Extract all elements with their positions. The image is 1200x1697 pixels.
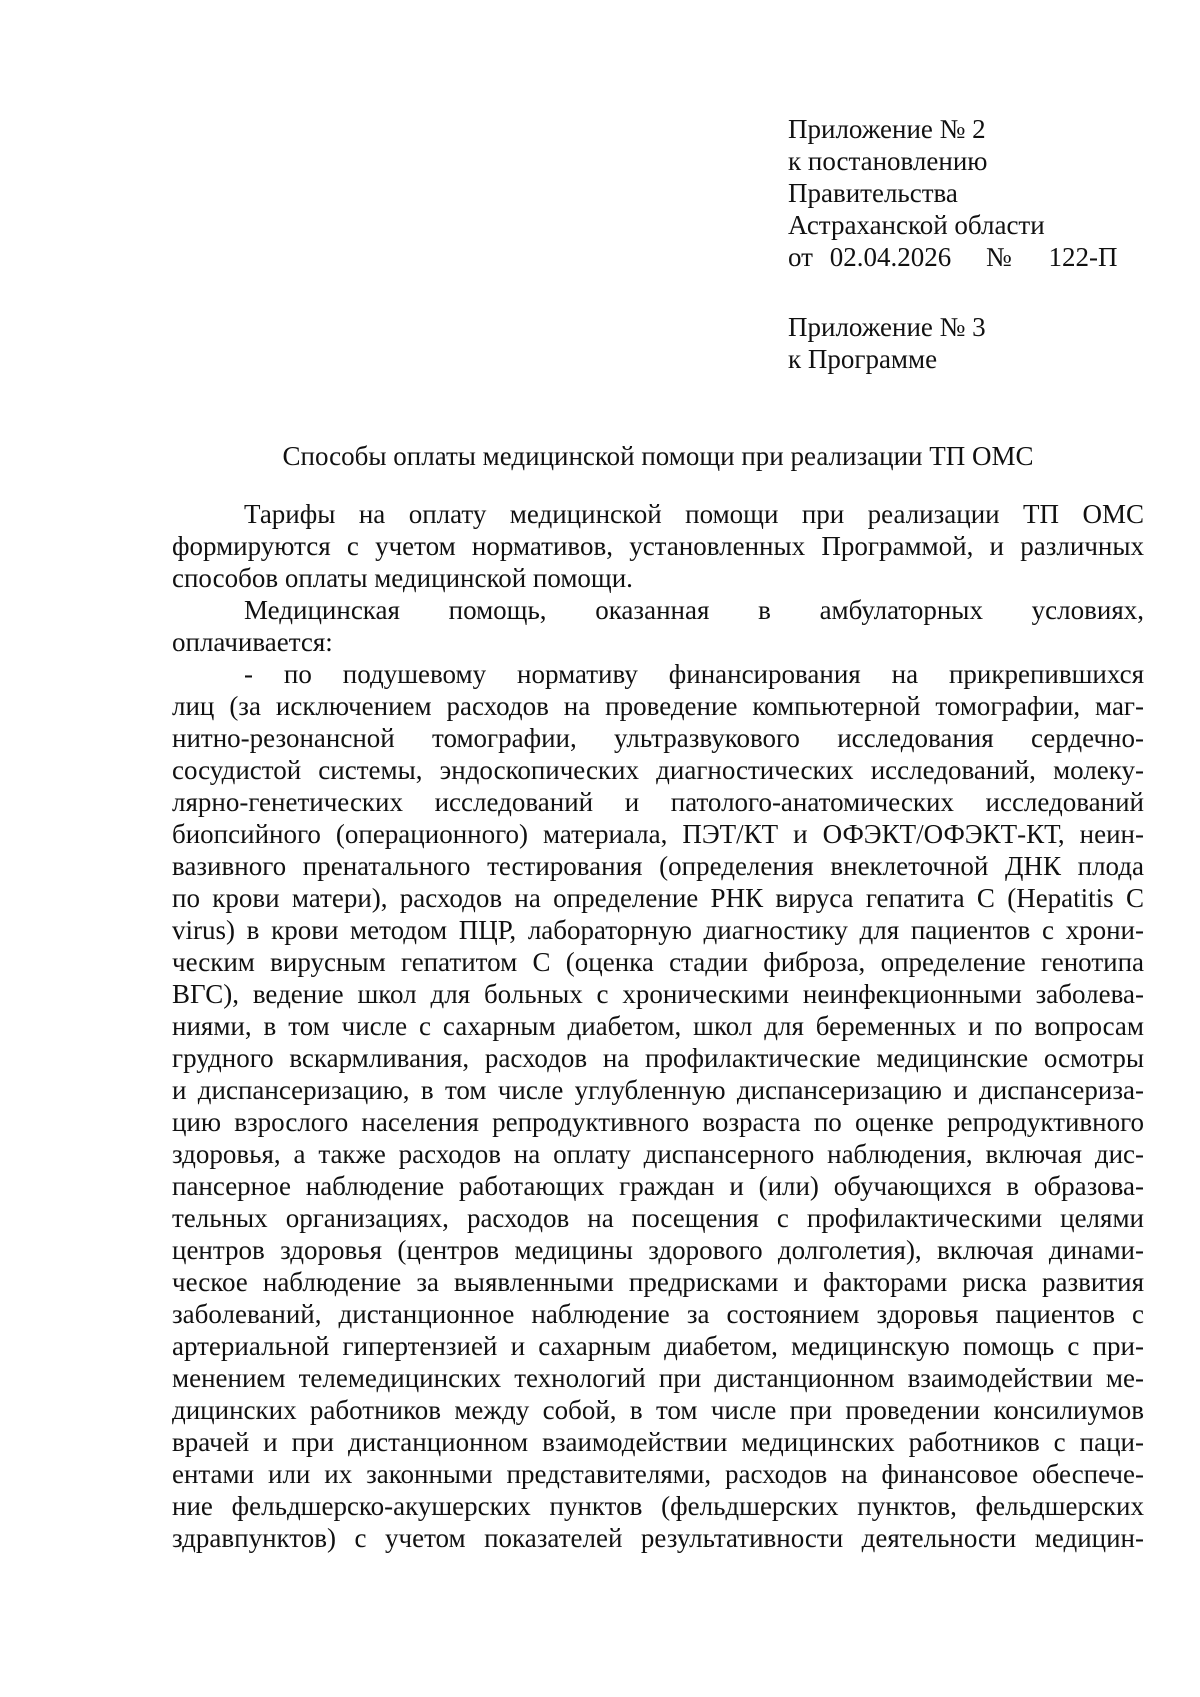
- body-text-line: здоровья, а также расходов на оплату диспансерного наблюдения, включая дис-: [172, 1139, 1144, 1169]
- order-number: 122-П: [1048, 242, 1118, 272]
- body-text-line: лиц (за исключением расходов на проведение компьютерной томографии, маг-: [172, 691, 1144, 721]
- body-text-line: цию взрослого населения репродуктивного возраста по оценке репродуктивного: [172, 1107, 1144, 1137]
- body-text-line: сосудистой системы, эндоскопических диагностических исследований, молеку-: [172, 755, 1144, 785]
- body-text-line: ние фельдшерско-акушерских пунктов (фельдшерских пунктов, фельдшерских: [172, 1491, 1144, 1521]
- body-text-line: virus) в крови методом ПЦР, лабораторную диагностику для пациентов с хрони-: [172, 915, 1144, 945]
- annex-header-resolution: [788, 113, 1117, 273]
- order-from-label: от: [788, 242, 813, 272]
- body-text-line: врачей и при дистанционном взаимодействии медицинских работников с паци-: [172, 1427, 1144, 1457]
- annex-line: Астраханской области: [788, 210, 1045, 240]
- body-text-line: лярно-генетических исследований и патолого-анатомических исследований: [172, 787, 1144, 817]
- body-text-line: центров здоровья (центров медицины здорового долголетия), включая динами-: [172, 1235, 1144, 1265]
- body-text-line: Тарифы на оплату медицинской помощи при реализации ТП ОМС: [244, 499, 1144, 529]
- body-text-line: ческое наблюдение за выявленными предрисками и факторами риска развития: [172, 1267, 1144, 1297]
- body-text-line: Медицинская помощь, оказанная в амбулаторных условиях,: [244, 595, 1144, 625]
- body-text-line: дицинских работников между собой, в том числе при проведении консилиумов: [172, 1395, 1144, 1425]
- body-text-line: ентами или их законными представителями, расходов на финансовое обеспече-: [172, 1459, 1144, 1489]
- body-text-line: тельных организациях, расходов на посещения с профилактическими целями: [172, 1203, 1144, 1233]
- annex-line: к Программе: [788, 344, 938, 374]
- annex-header-program: [788, 311, 986, 375]
- annex-line: Приложение № 2: [788, 114, 986, 144]
- body-text-line: ВГС), ведение школ для больных с хроническими неинфекционными заболева-: [172, 979, 1144, 1009]
- annex-line: к постановлению: [788, 146, 988, 176]
- body-text-line: биопсийного (операционного) материала, ПЭТ/КТ и ОФЭКТ/ОФЭКТ-КТ, неин-: [172, 819, 1144, 849]
- document-title: Способы оплаты медицинской помощи при реализации ТП ОМС: [282, 441, 1034, 471]
- order-reference: [788, 241, 1117, 273]
- body-text-line: артериальной гипертензией и сахарным диабетом, медицинскую помощь с при-: [172, 1331, 1144, 1361]
- body-text-line: ниями, в том числе с сахарным диабетом, школ для беременных и по вопросам: [172, 1011, 1144, 1041]
- body-text-line: пансерное наблюдение работающих граждан и (или) обучающихся в образова-: [172, 1171, 1144, 1201]
- annex-line: Правительства: [788, 178, 958, 208]
- body-text-line: заболеваний, дистанционное наблюдение за состоянием здоровья пациентов с: [172, 1299, 1144, 1329]
- body-text-line: формируются с учетом нормативов, установленных Программой, и различных: [172, 531, 1144, 561]
- body-text-line: грудного вскармливания, расходов на профилактические медицинские осмотры: [172, 1043, 1144, 1073]
- body-text-line: оплачивается:: [172, 627, 333, 657]
- body-text-line: менением телемедицинских технологий при дистанционном взаимодействии ме-: [172, 1363, 1144, 1393]
- document-body: [172, 498, 1144, 1554]
- body-text-line: вазивного пренатального тестирования (определения внеклеточной ДНК плода: [172, 851, 1144, 881]
- order-date: 02.04.2026: [829, 242, 952, 272]
- annex-line: Приложение № 3: [788, 312, 986, 342]
- body-text-line: здравпунктов) с учетом показателей результативности деятельности медицин-: [172, 1523, 1144, 1553]
- body-text-line: и диспансеризацию, в том числе углубленную диспансеризацию и диспансериза-: [172, 1075, 1144, 1105]
- body-text-line: ческим вирусным гепатитом С (оценка стадии фиброза, определение генотипа: [172, 947, 1144, 977]
- order-number-sign: №: [985, 242, 1012, 272]
- body-text-line: по крови матери), расходов на определение РНК вируса гепатита С (Hepatitis C: [172, 883, 1144, 913]
- body-text-line: нитно-резонансной томографии, ультразвукового исследования сердечно-: [172, 723, 1144, 753]
- body-text-line: способов оплаты медицинской помощи.: [172, 563, 633, 593]
- body-text-line: - по подушевому нормативу финансирования на прикрепившихся: [244, 659, 1144, 689]
